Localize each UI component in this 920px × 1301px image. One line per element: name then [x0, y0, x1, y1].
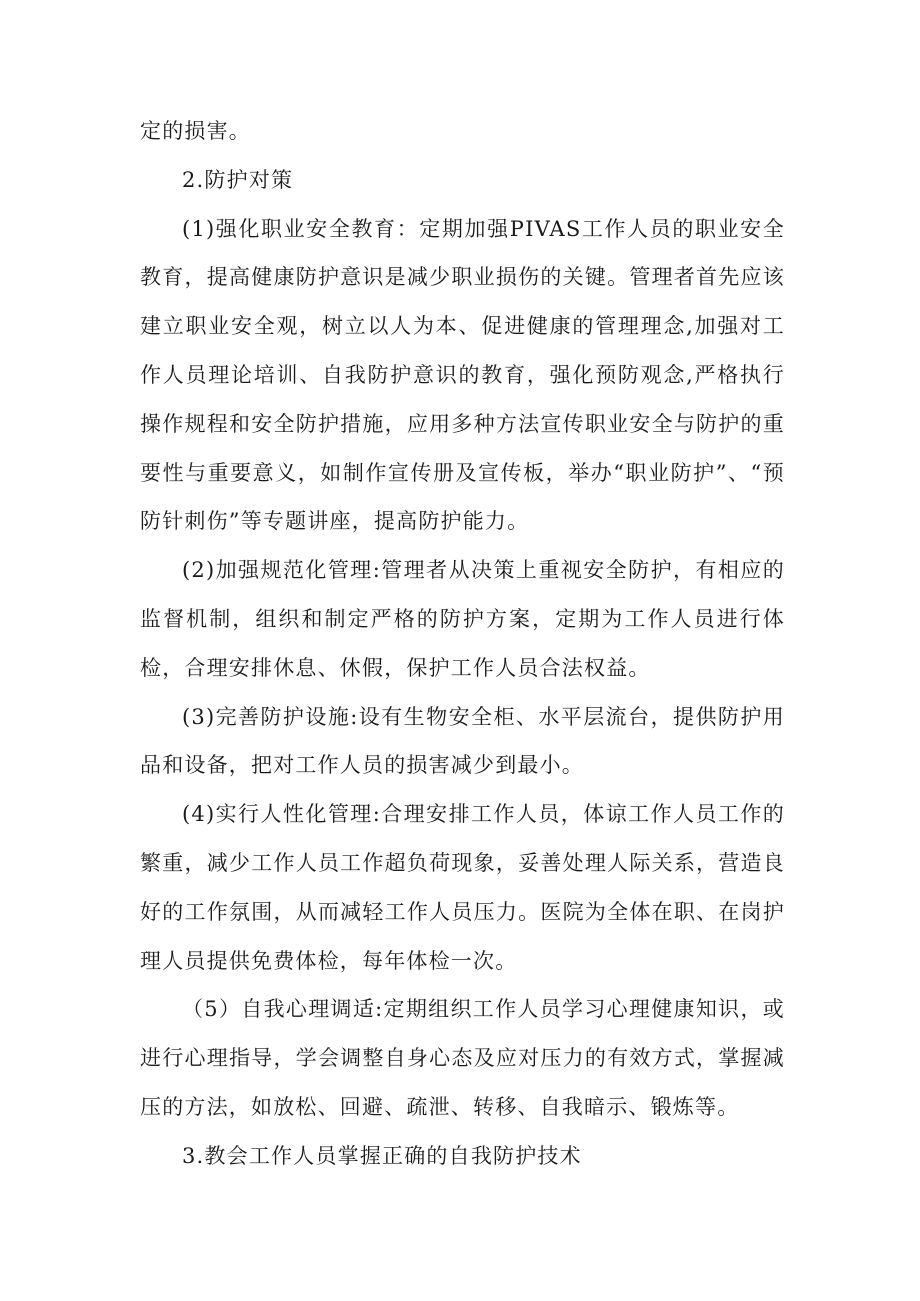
paragraph-continuation: 定的损害。 — [140, 119, 251, 143]
section-heading-self-protection-techniques: 3.教会工作人员掌握正确的自我防护技术 — [182, 1143, 582, 1168]
paragraph-safety-education: (1)强化职业安全教育：定期加强PIVAS工作人员的职业安全教育，提高健康防护意识是减少职业损伤的关键。管理者首先应该建立职业安全观，树立以人为本、促进健康的管理理念,加强对工作人员理论培训、自我防护意识的教育，强化预防观念,严格执行操作规程和安全防护措施，应用多种方法宣传职业安全与防护的重要性与重要意义，如制作宣传册及宣传板，举办“职业防护”、“预防针刺伤”等专题讲座，提高防护能力。 — [140, 216, 785, 534]
paragraph-protection-facilities: (3)完善防护设施:设有生物安全柜、水平层流台，提供防护用品和设备，把对工作人员的损害减少到最小。 — [140, 704, 785, 778]
document-page — [140, 107, 785, 1181]
paragraph-humanized-management: (4)实行人性化管理:合理安排工作人员，体谅工作人员工作的繁重，减少工作人员工作超负荷现象，妥善处理人际关系，营造良好的工作氛围，从而减轻工作人员压力。医院为全体在职、在岗护理人员提供免费体检，每年体检一次。 — [140, 802, 785, 973]
section-heading-protection-measures: 2.防护对策 — [182, 167, 294, 192]
paragraph-standardized-management: (2)加强规范化管理:管理者从决策上重视安全防护，有相应的监督机制，组织和制定严格的防护方案，定期为工作人员进行体检，合理安排休息、休假，保护工作人员合法权益。 — [140, 558, 785, 680]
paragraph-self-psychological-adjustment: （5）自我心理调适:定期组织工作人员学习心理健康知识，或进行心理指导，学会调整自身心态及应对压力的有效方式，掌握减压的方法，如放松、回避、疏泄、转移、自我暗示、锻炼等。 — [140, 997, 785, 1119]
